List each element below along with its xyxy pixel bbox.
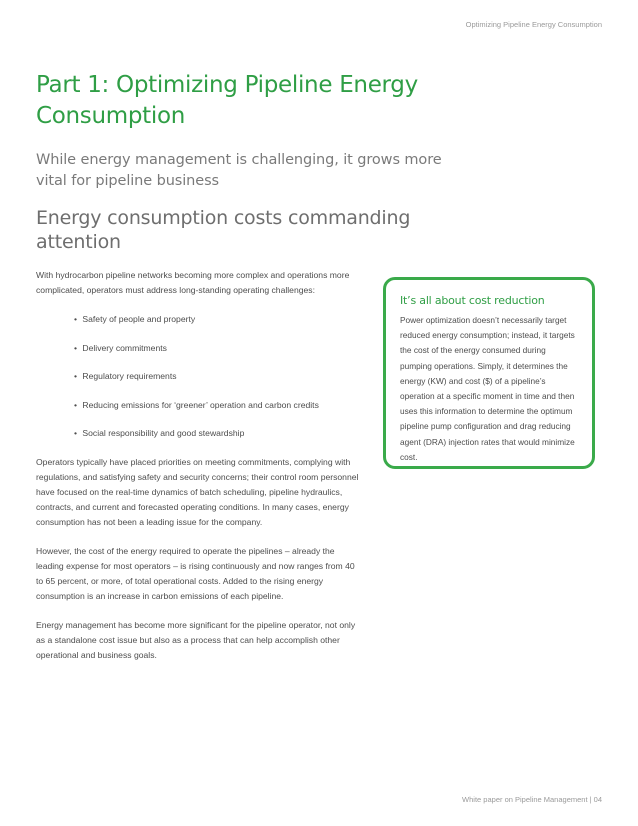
section-heading: Energy consumption costs commanding attention — [36, 207, 411, 253]
page-title: Part 1: Optimizing Pipeline Energy Consumption — [36, 72, 418, 129]
page-footer: White paper on Pipeline Management | 04 — [462, 795, 602, 804]
list-item — [74, 426, 361, 441]
intro-paragraph: With hydrocarbon pipeline networks becoming more complex and operations more complicated, operators must address long-standing operating challenges: — [36, 270, 350, 295]
bullet-icon: • — [74, 342, 78, 353]
list-item-text: Social responsibility and good stewardship — [82, 428, 245, 438]
callout-box — [383, 277, 595, 469]
callout-title: It’s all about cost reduction — [400, 294, 545, 307]
list-item — [74, 369, 361, 384]
list-item — [74, 341, 361, 356]
list-item-text: Reducing emissions for ‘greener’ operation and carbon credits — [82, 399, 319, 410]
callout-body: Power optimization doesn’t necessarily target reduced energy consumption; instead, it targets the cost of the energy consumed during pumping operations. Simply, it determines the energy (KW) and cost ($) of a pipeline’s operation at a specific moment in time and then uses this information to determine the optimum pipeline pump configuration and drag reducing agent (DRA) injection rates that would minimize cost. — [400, 315, 575, 462]
bullet-icon: • — [74, 371, 78, 381]
body-paragraph: Energy management has become more significant for the pipeline operator, not only as a standalone cost issue but also as a process that can help accomplish other operational and business goals. — [36, 620, 356, 660]
list-item-text: Delivery commitments — [82, 342, 167, 353]
list-item-text: Regulatory requirements — [82, 371, 177, 381]
list-item-text: Safety of people and property — [82, 314, 196, 324]
page-subtitle: While energy management is challenging, it grows more vital for pipeline business — [36, 152, 442, 189]
running-header: Optimizing Pipeline Energy Consumption — [465, 20, 602, 29]
bullet-icon: • — [74, 314, 78, 324]
bullet-icon: • — [74, 399, 78, 410]
body-paragraph: However, the cost of the energy required to operate the pipelines – already the leading expense for most operators – is rising continuously and now ranges from 40 to 65 percent, or more, of total operational costs. Added to the rising energy consumption is an increase in carbon emissions of each pipeline. — [36, 546, 355, 601]
list-item — [74, 398, 361, 413]
body-paragraph: Operators typically have placed priorities on meeting commitments, complying with regulations, and satisfying safety and security concerns; their control room personnel have focused on the real-time dynamics of batch scheduling, pipeline hydraulics, contracts, and current and forecasted operating conditions. In many cases, energy consumption has not been a leading issue for the company. — [36, 457, 359, 527]
challenges-list — [36, 312, 361, 441]
body-column — [36, 268, 361, 677]
list-item — [74, 312, 361, 327]
bullet-icon: • — [74, 428, 78, 438]
